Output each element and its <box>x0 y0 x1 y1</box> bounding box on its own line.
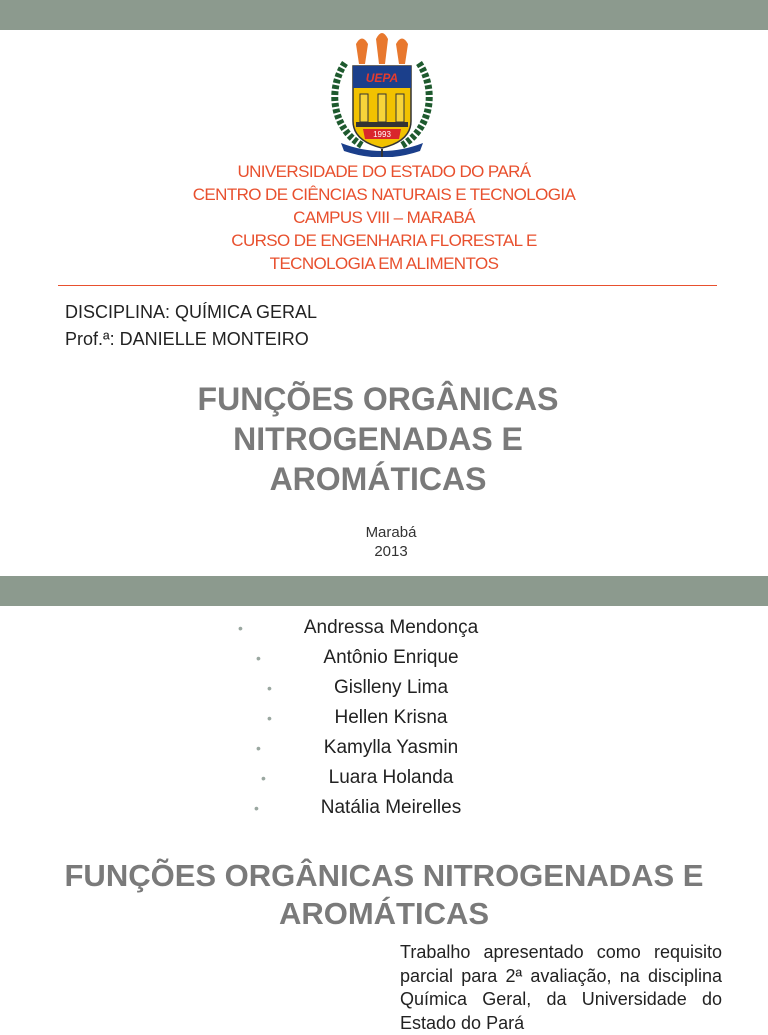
work-description: Trabalho apresentado como requisito parcial para 2ª avaliação, na disciplina Química Geral, da Universidade do Estado do Pará <box>400 942 722 1033</box>
year-label: 2013 <box>374 543 408 560</box>
bullet-icon: • <box>256 650 261 666</box>
list-item <box>0 644 768 674</box>
list-item <box>0 764 768 794</box>
bullet-icon: • <box>267 680 272 696</box>
member-name: Andressa Mendonça <box>303 617 479 638</box>
university-header <box>0 160 768 275</box>
member-name: Hellen Krisna <box>334 707 448 728</box>
campus-name: CAMPUS VIII – MARABÁ <box>293 208 475 227</box>
slide-divider-bar <box>0 576 768 606</box>
course-name-line1: CURSO DE ENGENHARIA FLORESTAL E <box>231 231 537 250</box>
city-label: Marabá <box>365 524 417 541</box>
bullet-icon: • <box>238 620 243 636</box>
list-item <box>0 704 768 734</box>
title-line: NITROGENADAS E <box>233 421 523 457</box>
course-info <box>65 299 317 353</box>
title-line: FUNÇÕES ORGÂNICAS NITROGENADAS E <box>64 858 704 893</box>
member-list <box>0 614 768 824</box>
list-item <box>0 734 768 764</box>
member-name: Natália Meirelles <box>320 797 462 818</box>
header-divider <box>58 285 717 286</box>
bullet-icon: • <box>254 800 259 816</box>
section-title <box>0 857 768 933</box>
list-item <box>0 794 768 824</box>
professor-label: Prof.ª: DANIELLE MONTEIRO <box>65 329 309 349</box>
list-item <box>0 674 768 704</box>
course-name-line2: TECNOLOGIA EM ALIMENTOS <box>269 254 499 273</box>
title-line: AROMÁTICAS <box>269 461 487 497</box>
title-line: AROMÁTICAS <box>278 896 490 931</box>
title-line: FUNÇÕES ORGÂNICAS <box>197 381 559 417</box>
member-name: Luara Holanda <box>328 767 454 788</box>
top-banner-bar <box>0 0 768 30</box>
bullet-icon: • <box>267 710 272 726</box>
member-name: Antônio Enrique <box>323 647 459 668</box>
member-name: Kamylla Yasmin <box>323 737 459 758</box>
discipline-label: DISCIPLINA: QUÍMICA GERAL <box>65 302 318 322</box>
page-title <box>0 379 756 499</box>
university-crest-logo <box>323 33 441 157</box>
member-name: Gislleny Lima <box>333 677 449 698</box>
place-date <box>0 523 768 561</box>
list-item <box>0 614 768 644</box>
bullet-icon: • <box>261 770 266 786</box>
svg-text:1993: 1993 <box>373 130 391 139</box>
university-name: UNIVERSIDADE DO ESTADO DO PARÁ <box>237 162 531 181</box>
svg-text:UEPA: UEPA <box>365 71 399 85</box>
center-name: CENTRO DE CIÊNCIAS NATURAIS E TECNOLOGIA <box>192 185 576 204</box>
bullet-icon: • <box>256 740 261 756</box>
